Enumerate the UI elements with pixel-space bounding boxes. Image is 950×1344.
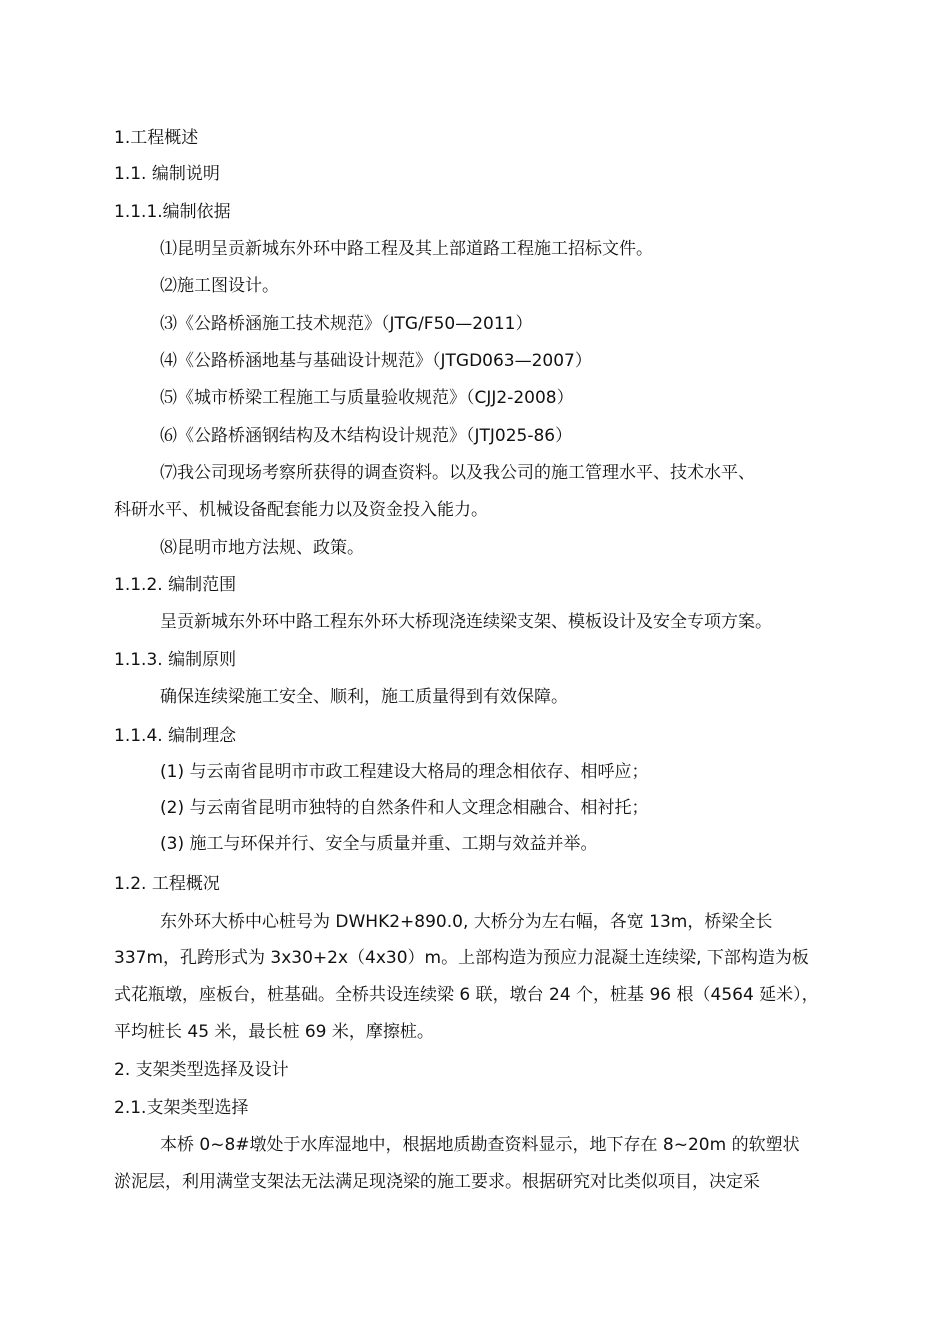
basis-item-1: ⑴昆明呈贡新城东外环中路工程及其上部道路工程施工招标文件。	[160, 239, 653, 259]
selection-line-1: 本桥 0~8#墩处于水库湿地中，根据地质勘查资料显示，地下存在 8~20m 的软塑状	[160, 1135, 800, 1155]
concept-item-2: (2) 与云南省昆明市独特的自然条件和人文理念相融合、相衬托；	[160, 798, 649, 818]
section-heading-1: 1.工程概述	[114, 128, 199, 148]
basis-item-7-continued: 科研水平、机械设备配套能力以及资金投入能力。	[114, 500, 488, 520]
section-heading-1-1-2: 1.1.2. 编制范围	[114, 575, 237, 595]
principle-paragraph: 确保连续梁施工安全、顺利，施工质量得到有效保障。	[160, 687, 568, 707]
section-heading-1-2: 1.2. 工程概况	[114, 874, 220, 894]
basis-item-3: ⑶《公路桥涵施工技术规范》（JTG/F50—2011）	[160, 314, 533, 334]
overview-line-1: 东外环大桥中心桩号为 DWHK2+890.0, 大桥分为左右幅，各宽 13m，桥梁全长	[160, 912, 773, 932]
basis-item-8: ⑻昆明市地方法规、政策。	[160, 538, 364, 558]
section-heading-2: 2. 支架类型选择及设计	[114, 1060, 289, 1080]
section-heading-2-1: 2.1.支架类型选择	[114, 1098, 249, 1118]
basis-item-6: ⑹《公路桥涵钢结构及木结构设计规范》（JTJ025-86）	[160, 426, 573, 446]
concept-item-3: (3) 施工与环保并行、安全与质量并重、工期与效益并举。	[160, 834, 598, 854]
basis-item-7: ⑺我公司现场考察所获得的调查资料。以及我公司的施工管理水平、技术水平、	[160, 463, 755, 483]
section-heading-1-1-1: 1.1.1.编制依据	[114, 202, 231, 222]
section-heading-1-1: 1.1. 编制说明	[114, 164, 220, 184]
section-heading-1-1-4: 1.1.4. 编制理念	[114, 726, 237, 746]
basis-item-4: ⑷《公路桥涵地基与基础设计规范》（JTGD063—2007）	[160, 351, 592, 371]
section-heading-1-1-3: 1.1.3. 编制原则	[114, 650, 237, 670]
selection-line-2: 淤泥层，利用满堂支架法无法满足现浇梁的施工要求。根据研究对比类似项目，决定采	[114, 1172, 760, 1192]
overview-line-2: 337m，孔跨形式为 3x30+2x（4x30）m。上部构造为预应力混凝土连续梁, 下部构造为板	[114, 948, 809, 968]
basis-item-5: ⑸《城市桥梁工程施工与质量验收规范》（CJJ2-2008）	[160, 388, 574, 408]
scope-paragraph: 呈贡新城东外环中路工程东外环大桥现浇连续梁支架、模板设计及安全专项方案。	[160, 612, 772, 632]
overview-line-4: 平均桩长 45 米，最长桩 69 米，摩擦桩。	[114, 1022, 434, 1042]
concept-item-1: (1) 与云南省昆明市市政工程建设大格局的理念相依存、相呼应；	[160, 762, 649, 782]
basis-item-2: ⑵施工图设计。	[160, 276, 279, 296]
overview-line-3: 式花瓶墩，座板台，桩基础。全桥共设连续梁 6 联，墩台 24 个，桩基 96 根（4564 延米），	[114, 985, 819, 1005]
